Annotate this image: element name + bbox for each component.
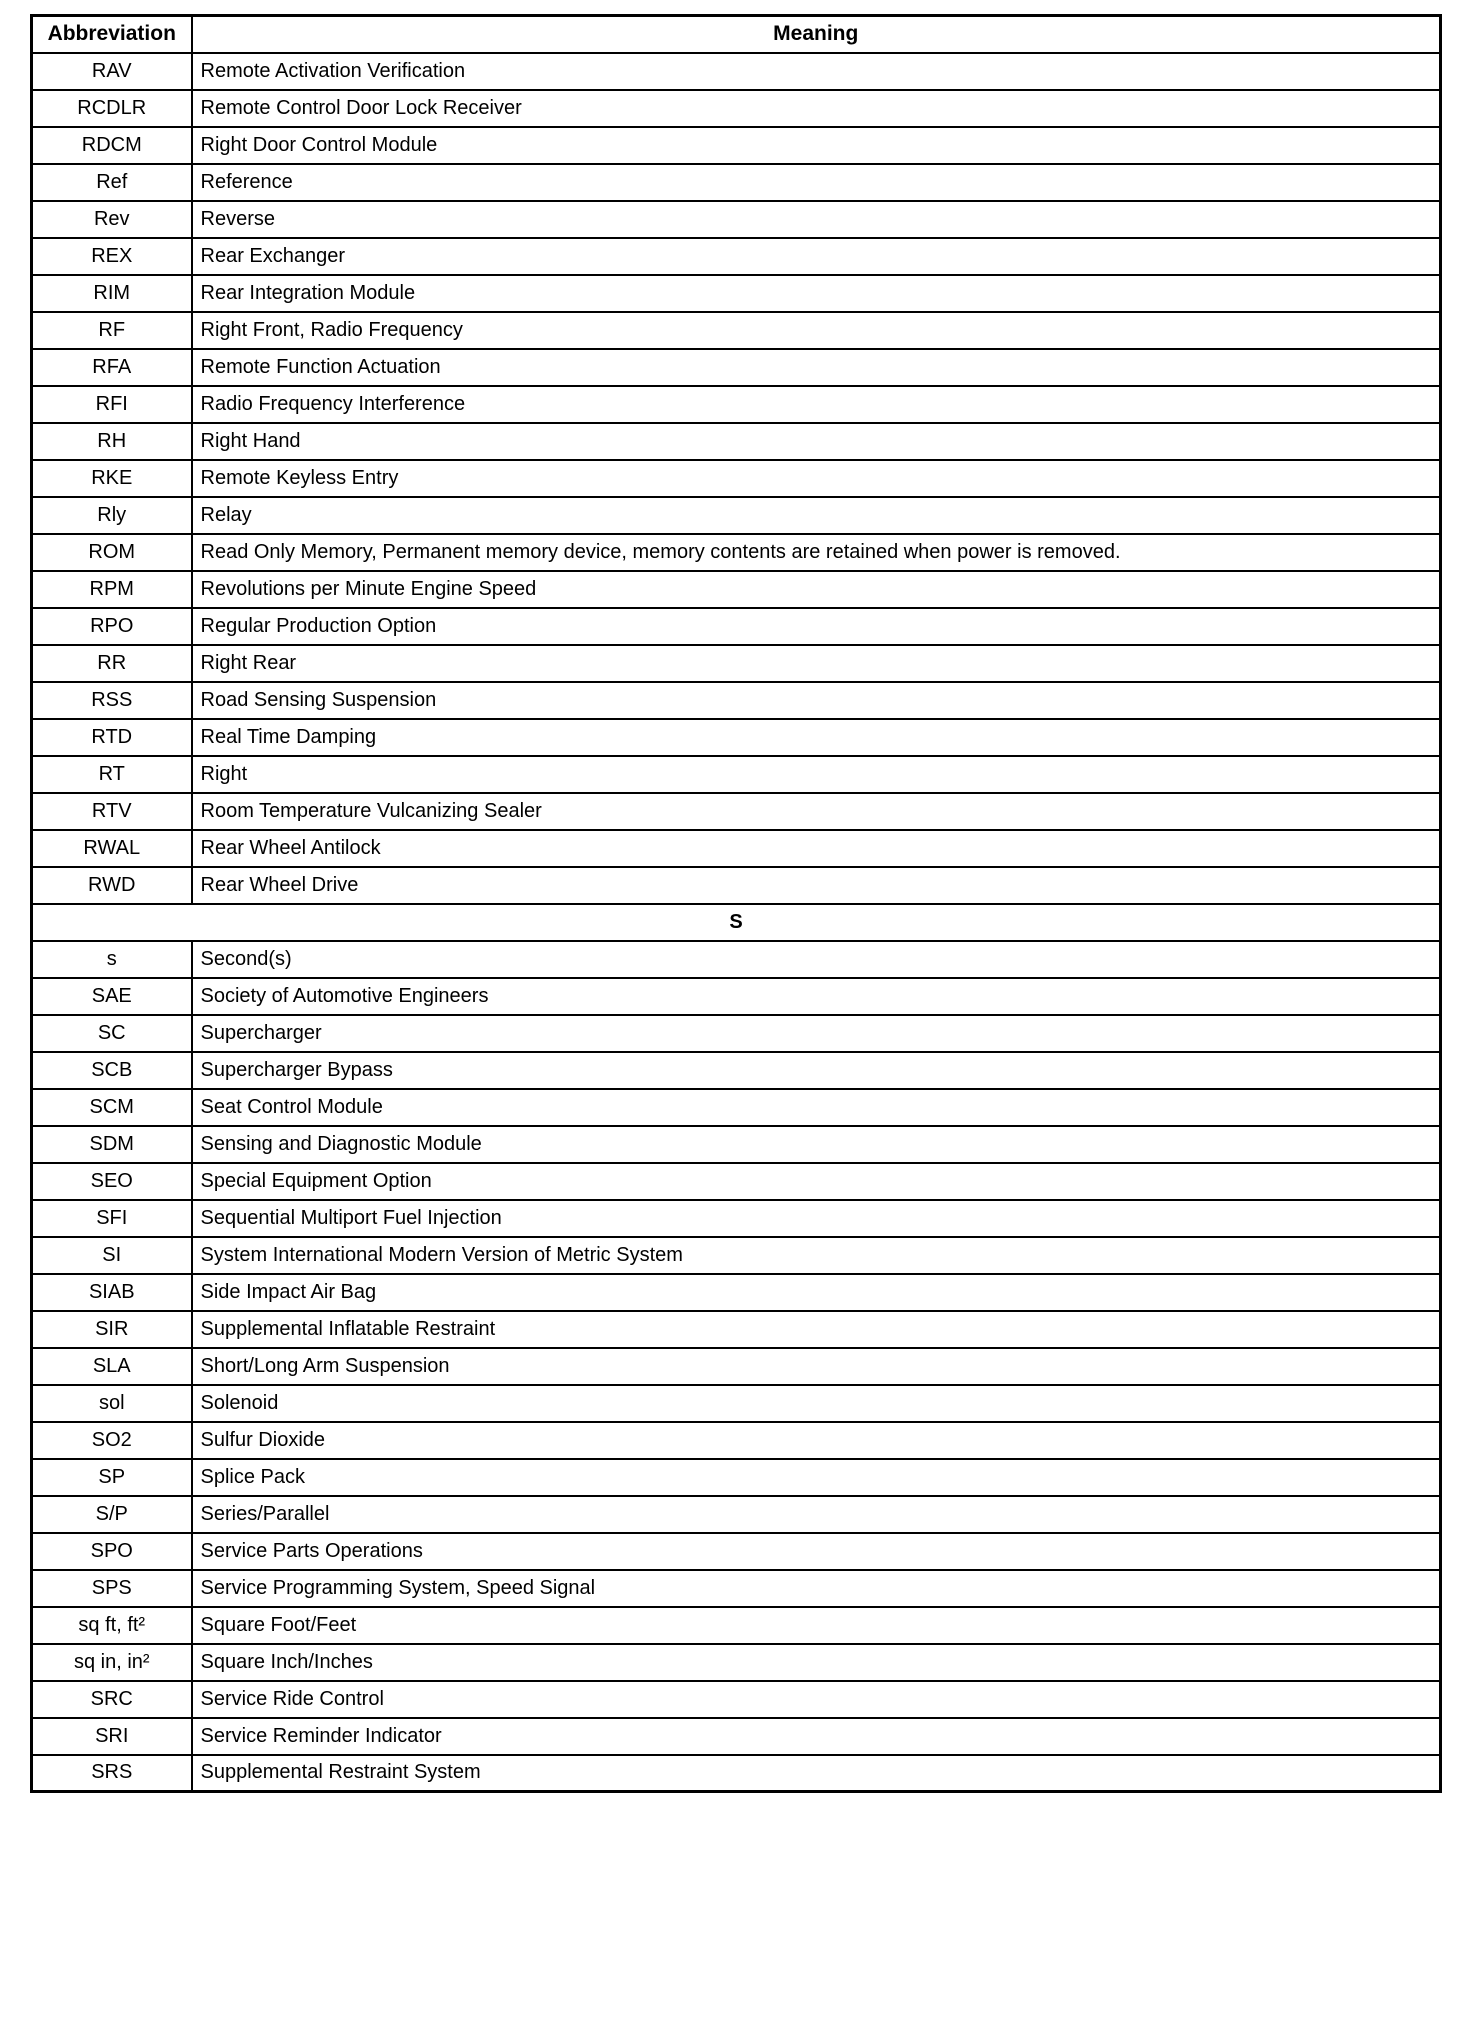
table-row [32, 1644, 1441, 1681]
abbreviation-cell: RR [32, 645, 192, 682]
meaning-cell: Series/Parallel [192, 1496, 1441, 1533]
abbreviation-cell: SLA [32, 1348, 192, 1385]
meaning-cell: Right Rear [192, 645, 1441, 682]
table-row [32, 53, 1441, 90]
table-row [32, 1570, 1441, 1607]
abbreviation-cell: RWAL [32, 830, 192, 867]
abbreviation-cell: sol [32, 1385, 192, 1422]
meaning-cell: Radio Frequency Interference [192, 386, 1441, 423]
meaning-cell: Seat Control Module [192, 1089, 1441, 1126]
abbreviation-cell: SDM [32, 1126, 192, 1163]
table-row [32, 1459, 1441, 1496]
abbreviation-cell: RTV [32, 793, 192, 830]
meaning-cell: Remote Function Actuation [192, 349, 1441, 386]
table-row [32, 719, 1441, 756]
abbreviation-cell: SP [32, 1459, 192, 1496]
table-row [32, 90, 1441, 127]
abbreviation-cell: SC [32, 1015, 192, 1052]
meaning-cell: Sensing and Diagnostic Module [192, 1126, 1441, 1163]
table-row [32, 1089, 1441, 1126]
meaning-cell: Short/Long Arm Suspension [192, 1348, 1441, 1385]
table-row [32, 756, 1441, 793]
meaning-cell: Solenoid [192, 1385, 1441, 1422]
meaning-cell: Right Door Control Module [192, 127, 1441, 164]
meaning-cell: Square Inch/Inches [192, 1644, 1441, 1681]
abbreviation-cell: RAV [32, 53, 192, 90]
meaning-cell: Read Only Memory, Permanent memory device, memory contents are retained when power is removed. [192, 534, 1441, 571]
abbreviation-cell: sq in, in² [32, 1644, 192, 1681]
table-row [32, 1200, 1441, 1237]
meaning-cell: Real Time Damping [192, 719, 1441, 756]
table-row [32, 1311, 1441, 1348]
table-row [32, 349, 1441, 386]
table-row [32, 1496, 1441, 1533]
table-row [32, 1607, 1441, 1644]
abbreviation-cell: SPS [32, 1570, 192, 1607]
meaning-cell: Reference [192, 164, 1441, 201]
abbreviation-cell: Rev [32, 201, 192, 238]
meaning-cell: Regular Production Option [192, 608, 1441, 645]
abbreviation-cell: SCM [32, 1089, 192, 1126]
abbreviation-cell: SIAB [32, 1274, 192, 1311]
abbreviation-cell: SIR [32, 1311, 192, 1348]
section-divider-row [32, 904, 1441, 941]
table-row [32, 386, 1441, 423]
table-row [32, 460, 1441, 497]
abbreviation-table [30, 14, 1442, 1793]
meaning-cell: Rear Integration Module [192, 275, 1441, 312]
abbreviation-cell: RF [32, 312, 192, 349]
table-row [32, 645, 1441, 682]
table-row [32, 830, 1441, 867]
table-header [32, 16, 1441, 53]
abbreviation-cell: SAE [32, 978, 192, 1015]
abbreviation-cell: RH [32, 423, 192, 460]
abbreviation-cell: SRI [32, 1718, 192, 1755]
table-row [32, 1237, 1441, 1274]
abbreviation-cell: RTD [32, 719, 192, 756]
abbreviation-cell: SEO [32, 1163, 192, 1200]
table-row [32, 164, 1441, 201]
meaning-cell: Reverse [192, 201, 1441, 238]
table-row [32, 201, 1441, 238]
table-row [32, 1755, 1441, 1792]
meaning-cell: Rear Wheel Drive [192, 867, 1441, 904]
table-row [32, 1533, 1441, 1570]
table-row [32, 1718, 1441, 1755]
meaning-cell: Right Front, Radio Frequency [192, 312, 1441, 349]
abbreviation-cell: RT [32, 756, 192, 793]
meaning-cell: Second(s) [192, 941, 1441, 978]
section-label: S [32, 904, 1441, 941]
table-row [32, 127, 1441, 164]
abbreviation-cell: Rly [32, 497, 192, 534]
table-row [32, 608, 1441, 645]
abbreviation-cell: s [32, 941, 192, 978]
abbreviation-cell: SPO [32, 1533, 192, 1570]
table-row [32, 941, 1441, 978]
meaning-cell: Service Ride Control [192, 1681, 1441, 1718]
meaning-cell: Room Temperature Vulcanizing Sealer [192, 793, 1441, 830]
abbreviation-cell: SO2 [32, 1422, 192, 1459]
meaning-cell: Square Foot/Feet [192, 1607, 1441, 1644]
abbreviation-cell: RPM [32, 571, 192, 608]
meaning-cell: Rear Wheel Antilock [192, 830, 1441, 867]
abbreviation-column-header: Abbreviation [32, 16, 192, 53]
table-row [32, 682, 1441, 719]
meaning-column-header: Meaning [192, 16, 1441, 53]
header-row [32, 16, 1441, 53]
table-row [32, 1385, 1441, 1422]
table-row [32, 312, 1441, 349]
meaning-cell: Side Impact Air Bag [192, 1274, 1441, 1311]
abbreviation-cell: RFA [32, 349, 192, 386]
abbreviation-cell: Ref [32, 164, 192, 201]
table-row [32, 423, 1441, 460]
abbreviation-cell: SCB [32, 1052, 192, 1089]
meaning-cell: Right [192, 756, 1441, 793]
abbrev-table-body [32, 53, 1441, 1792]
table-row [32, 1348, 1441, 1385]
meaning-cell: Service Parts Operations [192, 1533, 1441, 1570]
meaning-cell: Supplemental Restraint System [192, 1755, 1441, 1792]
table-row [32, 275, 1441, 312]
table-row [32, 1052, 1441, 1089]
meaning-cell: Supercharger [192, 1015, 1441, 1052]
table-row [32, 978, 1441, 1015]
table-row [32, 1126, 1441, 1163]
meaning-cell: Society of Automotive Engineers [192, 978, 1441, 1015]
meaning-cell: Remote Activation Verification [192, 53, 1441, 90]
abbreviation-cell: SI [32, 1237, 192, 1274]
meaning-cell: Relay [192, 497, 1441, 534]
table-row [32, 1274, 1441, 1311]
table-row [32, 1681, 1441, 1718]
meaning-cell: Special Equipment Option [192, 1163, 1441, 1200]
abbreviation-cell: SFI [32, 1200, 192, 1237]
table-row [32, 1163, 1441, 1200]
table-row [32, 497, 1441, 534]
meaning-cell: Sequential Multiport Fuel Injection [192, 1200, 1441, 1237]
table-row [32, 867, 1441, 904]
meaning-cell: Service Reminder Indicator [192, 1718, 1441, 1755]
abbreviation-cell: RKE [32, 460, 192, 497]
table-row [32, 534, 1441, 571]
abbreviation-cell: RDCM [32, 127, 192, 164]
abbreviation-cell: REX [32, 238, 192, 275]
abbreviation-cell: ROM [32, 534, 192, 571]
abbreviation-cell: RSS [32, 682, 192, 719]
abbreviation-cell: RWD [32, 867, 192, 904]
abbreviation-cell: SRS [32, 1755, 192, 1792]
meaning-cell: Rear Exchanger [192, 238, 1441, 275]
abbreviation-cell: RPO [32, 608, 192, 645]
meaning-cell: Sulfur Dioxide [192, 1422, 1441, 1459]
meaning-cell: Remote Control Door Lock Receiver [192, 90, 1441, 127]
meaning-cell: Right Hand [192, 423, 1441, 460]
table-row [32, 793, 1441, 830]
meaning-cell: Road Sensing Suspension [192, 682, 1441, 719]
abbreviation-cell: SRC [32, 1681, 192, 1718]
abbreviation-cell: RIM [32, 275, 192, 312]
meaning-cell: Splice Pack [192, 1459, 1441, 1496]
meaning-cell: Supplemental Inflatable Restraint [192, 1311, 1441, 1348]
meaning-cell: Revolutions per Minute Engine Speed [192, 571, 1441, 608]
meaning-cell: Service Programming System, Speed Signal [192, 1570, 1441, 1607]
abbreviation-cell: sq ft, ft² [32, 1607, 192, 1644]
table-row [32, 1422, 1441, 1459]
abbreviation-cell: RCDLR [32, 90, 192, 127]
table-row [32, 571, 1441, 608]
abbreviation-cell: S/P [32, 1496, 192, 1533]
meaning-cell: Remote Keyless Entry [192, 460, 1441, 497]
meaning-cell: Supercharger Bypass [192, 1052, 1441, 1089]
abbreviation-cell: RFI [32, 386, 192, 423]
table-row [32, 238, 1441, 275]
meaning-cell: System International Modern Version of Metric System [192, 1237, 1441, 1274]
table-row [32, 1015, 1441, 1052]
